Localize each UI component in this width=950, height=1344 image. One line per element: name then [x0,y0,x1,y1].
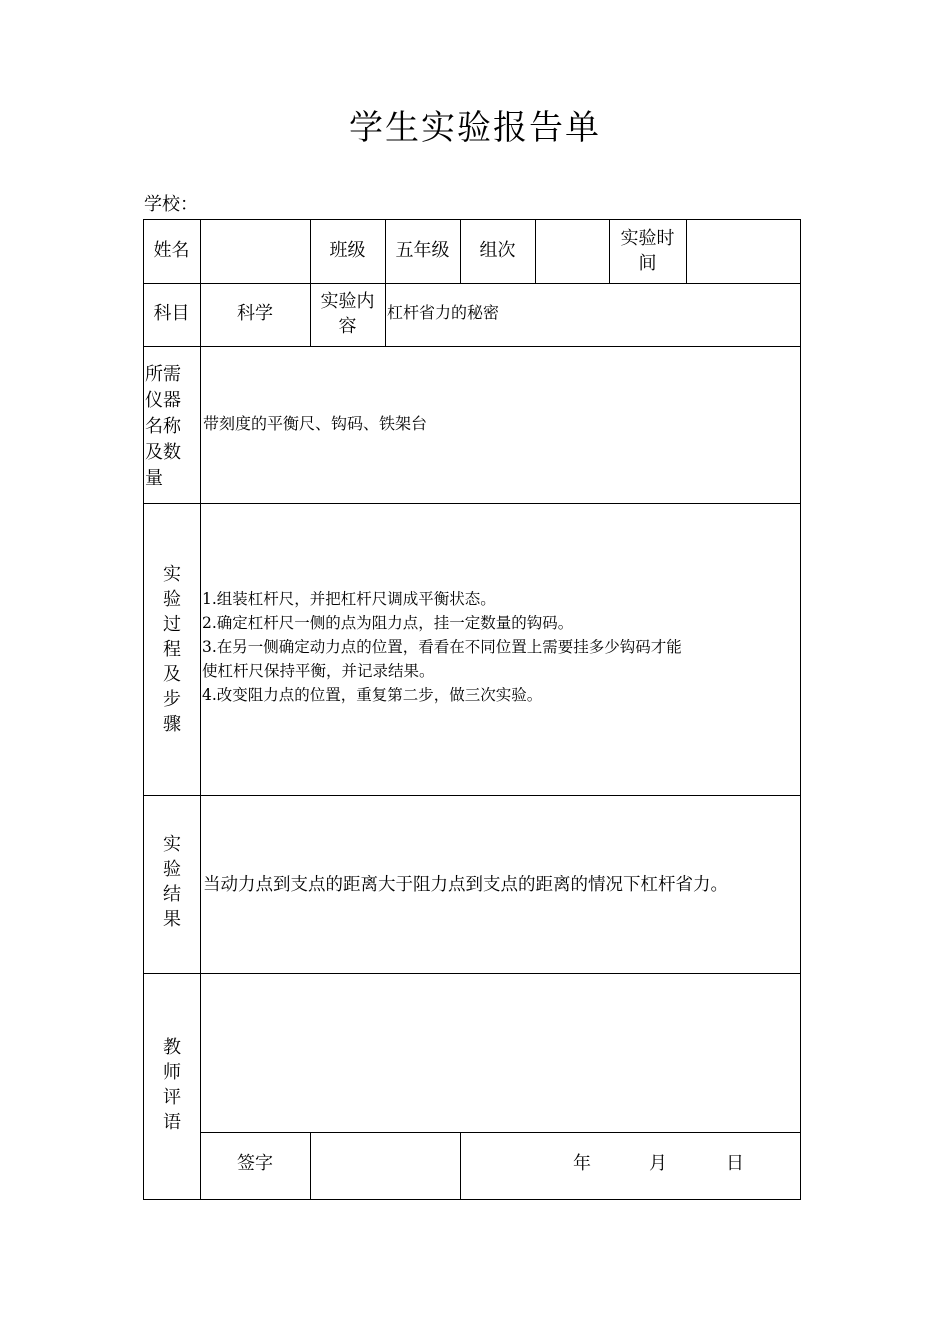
process-label-char: 过 [163,614,181,635]
page-title: 学生实验报告单 [349,108,601,148]
process-label-char: 及 [163,664,181,685]
teacher-label-char: 评 [163,1087,181,1108]
process-label-char: 验 [163,589,181,610]
equipment-label-line: 所需 [145,364,181,385]
equipment-label-line: 仪器 [145,390,181,411]
class-value: 五年级 [395,240,450,261]
process-label-char: 步 [163,689,181,710]
subject-value: 科学 [237,303,273,324]
time-label [609,226,686,276]
content-value: 杠杆省力的秘密 [387,303,500,322]
teacher-label [143,1035,201,1135]
time-label-line: 间 [638,253,657,274]
col-divider [686,219,687,283]
col-divider [310,1132,311,1200]
content-label [310,289,385,339]
result-label-char: 验 [163,859,181,880]
row-divider [143,973,801,974]
subject-label: 科目 [153,303,190,324]
process-label-char: 骤 [163,714,181,735]
process-label-char: 实 [163,564,181,585]
content-label-line: 实验内 [320,291,375,312]
name-label: 姓名 [153,240,190,261]
col-divider [460,1132,461,1200]
equipment-label-line: 及数 [145,442,181,463]
col-divider [535,219,536,283]
row-divider [143,795,801,796]
result-value: 当动力点到支点的距离大于阻力点到支点的距离的情况下杠杆省力。 [203,875,728,895]
row-divider [143,283,801,284]
sign-label: 签字 [237,1153,273,1174]
day-label: 日 [726,1153,744,1174]
row-divider [200,1132,801,1133]
teacher-label-char: 语 [163,1112,181,1133]
process-step-line: 使杠杆尺保持平衡，并记录结果。 [202,662,435,680]
process-step-line: 1.组装杠杆尺，并把杠杆尺调成平衡状态。 [202,590,496,608]
result-label-char: 果 [163,909,181,930]
teacher-label-char: 师 [163,1062,181,1083]
teacher-label-char: 教 [163,1037,181,1058]
equipment-value: 带刻度的平衡尺、钩码、铁架台 [203,414,428,433]
process-steps [202,587,800,707]
table-frame [143,219,801,1200]
time-label-line: 实验时 [620,228,675,249]
year-label: 年 [573,1153,591,1174]
process-step-line: 4.改变阻力点的位置，重复第二步，做三次实验。 [202,686,543,704]
school-label: 学校： [144,194,198,215]
result-label-char: 实 [163,834,181,855]
month-label: 月 [649,1153,667,1174]
row-divider [143,346,801,347]
equipment-label [145,362,181,492]
equipment-label-line: 名称 [145,416,181,437]
process-label-char: 程 [163,639,181,660]
equipment-label-line: 量 [145,468,163,489]
class-label: 班级 [329,240,366,261]
process-step-line: 2.确定杠杆尺一侧的点为阻力点，挂一定数量的钩码。 [202,614,574,632]
row-divider [143,503,801,504]
process-step-line: 3.在另一侧确定动力点的位置，看看在不同位置上需要挂多少钩码才能 [202,638,682,656]
content-label-line: 容 [338,316,357,337]
process-label [143,562,201,737]
result-label-char: 结 [163,884,181,905]
group-label: 组次 [479,240,516,261]
result-label [143,832,201,932]
